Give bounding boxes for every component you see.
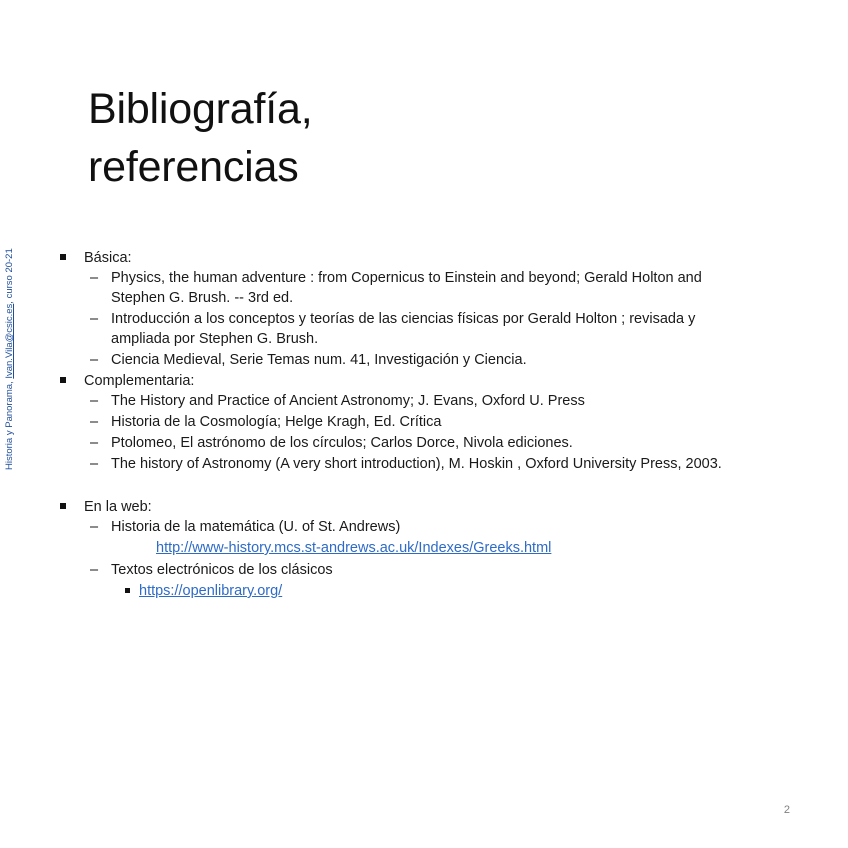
web-resource-text: Historia de la matemática (U. of St. Andrews): [111, 519, 401, 535]
st-andrews-link[interactable]: http://www-history.mcs.st-andrews.ac.uk/Indexes/Greeks.html: [156, 540, 552, 556]
reference-item: [60, 454, 820, 474]
section-label: Básica:: [84, 250, 132, 266]
web-resource-text: Textos electrónicos de los clásicos: [111, 562, 333, 578]
section-complementaria: [60, 371, 820, 391]
reference-text: Historia de la Cosmología; Helge Kragh, Ed. Crítica: [111, 414, 442, 430]
dash-bullet-icon: –: [90, 414, 99, 430]
reference-text: The History and Practice of Ancient Astronomy; J. Evans, Oxford U. Press: [111, 393, 585, 409]
reference-item: [60, 268, 820, 308]
dash-bullet-icon: –: [90, 562, 99, 578]
bibliography-list: [60, 248, 820, 601]
reference-item: [60, 350, 820, 370]
reference-text: Ciencia Medieval, Serie Temas num. 41, Investigación y Ciencia.: [111, 352, 527, 368]
dash-bullet-icon: –: [90, 435, 99, 451]
section-label: Complementaria:: [84, 373, 195, 389]
side-note-suffix: , curso 20-21: [4, 248, 15, 304]
title-line-1: Bibliografía,: [88, 85, 313, 133]
side-note-prefix: Historia y Panorama,: [4, 378, 15, 470]
section-web: [60, 497, 820, 517]
dash-bullet-icon: –: [90, 519, 99, 535]
reference-text: Introducción a los conceptos y teorías de las ciencias físicas por Gerald Holton ; revisada y: [111, 311, 696, 327]
reference-item: [60, 412, 820, 432]
dash-bullet-icon: –: [90, 456, 99, 472]
reference-text: The history of Astronomy (A very short introduction), M. Hoskin , Oxford University Press, 2003.: [111, 456, 722, 472]
square-bullet-icon: [60, 503, 66, 509]
slide-title: [88, 80, 312, 196]
reference-text: Ptolomeo, El astrónomo de los círculos; Carlos Dorce, Nivola ediciones.: [111, 435, 573, 451]
square-bullet-icon: [60, 254, 66, 260]
title-line-2: referencias: [88, 143, 299, 191]
reference-item: [60, 309, 820, 349]
web-resource-item: [60, 560, 820, 580]
reference-text: Physics, the human adventure : from Copernicus to Einstein and beyond; Gerald Holton and: [111, 270, 702, 286]
author-email-link[interactable]: Ivan.Vila@csic.es: [4, 303, 15, 379]
section-basica: [60, 248, 820, 268]
square-bullet-icon: [60, 377, 66, 383]
dash-bullet-icon: –: [90, 311, 99, 327]
web-resource-item: [60, 517, 820, 537]
section-spacer: [60, 475, 820, 497]
page-number: 2: [783, 804, 790, 816]
url-line: [60, 538, 820, 558]
small-square-bullet-icon: [125, 588, 130, 593]
openlibrary-link[interactable]: https://openlibrary.org/: [139, 583, 283, 599]
reference-text-cont: ampliada por Stephen G. Brush.: [111, 331, 319, 347]
reference-text-cont: Stephen G. Brush. -- 3rd ed.: [111, 290, 294, 306]
sub-link-item: [60, 581, 820, 601]
dash-bullet-icon: –: [90, 270, 99, 286]
section-label: En la web:: [84, 499, 152, 515]
reference-item: [60, 391, 820, 411]
dash-bullet-icon: –: [90, 393, 99, 409]
side-note: [4, 248, 15, 470]
dash-bullet-icon: –: [90, 352, 99, 368]
reference-item: [60, 433, 820, 453]
